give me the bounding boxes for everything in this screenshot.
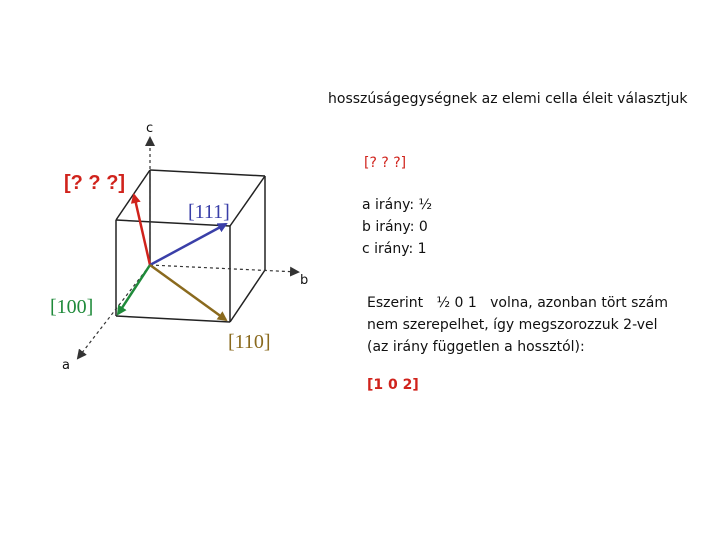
result-text: [1 0 2] — [367, 377, 419, 393]
explanation-paragraph: Eszerint ½ 0 1 volna, azonban tört szám nem szerepelhet, így megszorozzuk 2-vel (az irány független a hossztól): — [367, 295, 668, 355]
vector-100 — [118, 265, 150, 314]
vector-red — [134, 195, 150, 265]
axis-c-label: c — [146, 121, 154, 136]
axis-b-label: b — [300, 273, 309, 288]
label-111: [111] — [188, 201, 230, 223]
unknown-direction-text: [? ? ?] — [364, 155, 407, 171]
direction-c-text: c irány: 1 — [362, 241, 427, 257]
vector-110 — [150, 265, 226, 320]
label-100: [100] — [50, 296, 94, 318]
axis-a-label: a — [62, 358, 70, 373]
direction-a-text: a irány: ½ — [362, 197, 433, 213]
vector-111 — [150, 224, 226, 265]
cube-edges — [116, 170, 265, 322]
label-110: [110] — [228, 331, 271, 353]
axis-b-line — [150, 265, 298, 272]
red-direction-label: [? ? ?] — [64, 172, 126, 194]
heading-text: hosszúságegységnek az elemi cella éleit választjuk — [328, 91, 688, 107]
direction-b-text: b irány: 0 — [362, 219, 428, 235]
